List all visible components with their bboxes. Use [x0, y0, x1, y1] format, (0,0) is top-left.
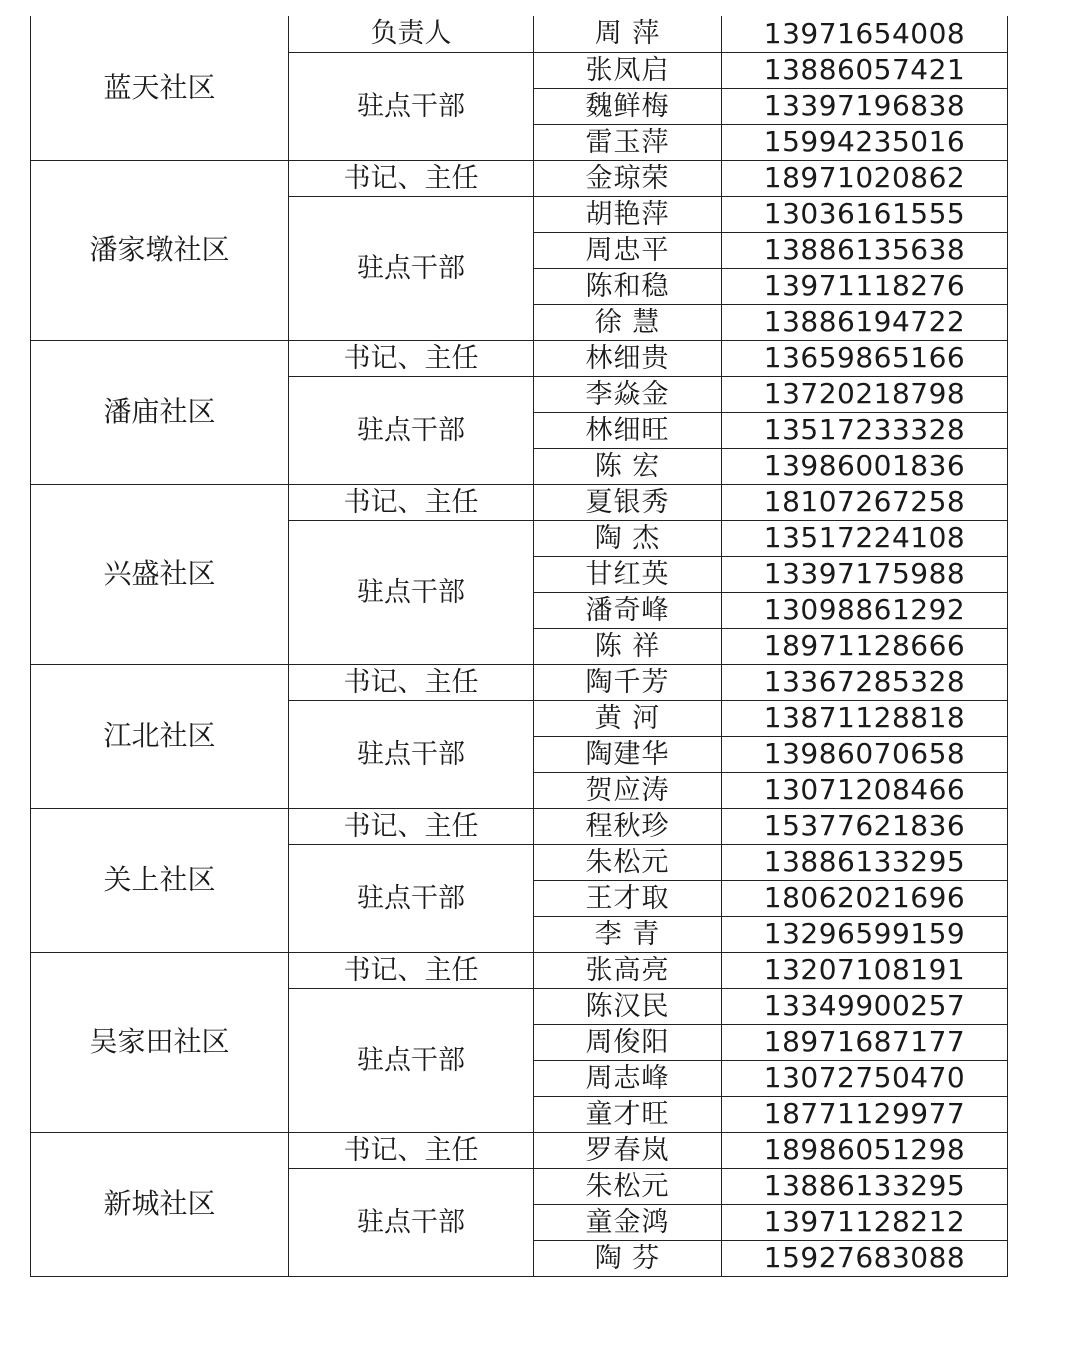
phone-number-cell: 13986001836 [722, 448, 1008, 484]
person-name-cell: 黄 河 [534, 700, 722, 736]
person-name-cell: 周 萍 [534, 16, 722, 52]
person-name-cell: 周忠平 [534, 232, 722, 268]
person-name-cell: 金琼荣 [534, 160, 722, 196]
role-cell: 驻点干部 [289, 700, 534, 808]
person-name-cell: 张高亮 [534, 952, 722, 988]
phone-number-cell: 13971654008 [722, 16, 1008, 52]
phone-number-cell: 13517233328 [722, 412, 1008, 448]
phone-number-cell: 18062021696 [722, 880, 1008, 916]
phone-number-cell: 13886133295 [722, 844, 1008, 880]
phone-number-cell: 13296599159 [722, 916, 1008, 952]
phone-number-cell: 13072750470 [722, 1060, 1008, 1096]
phone-number-cell: 15927683088 [722, 1240, 1008, 1276]
role-cell: 书记、主任 [289, 952, 534, 988]
phone-number-cell: 15377621836 [722, 808, 1008, 844]
phone-number-cell: 18971687177 [722, 1024, 1008, 1060]
person-name-cell: 陶千芳 [534, 664, 722, 700]
person-name-cell: 朱松元 [534, 1168, 722, 1204]
person-name-cell: 朱松元 [534, 844, 722, 880]
role-cell: 驻点干部 [289, 196, 534, 340]
person-name-cell: 贺应涛 [534, 772, 722, 808]
person-name-cell: 林细旺 [534, 412, 722, 448]
community-contact-table [30, 16, 1008, 1277]
phone-number-cell: 13397196838 [722, 88, 1008, 124]
person-name-cell: 李 青 [534, 916, 722, 952]
person-name-cell: 周志峰 [534, 1060, 722, 1096]
phone-number-cell: 18986051298 [722, 1132, 1008, 1168]
person-name-cell: 童金鸿 [534, 1204, 722, 1240]
phone-number-cell: 13517224108 [722, 520, 1008, 556]
phone-number-cell: 13071208466 [722, 772, 1008, 808]
community-name-cell: 吴家田社区 [31, 952, 289, 1132]
role-cell: 驻点干部 [289, 1168, 534, 1276]
phone-number-cell: 13971128212 [722, 1204, 1008, 1240]
phone-number-cell: 13397175988 [722, 556, 1008, 592]
person-name-cell: 陈 宏 [534, 448, 722, 484]
person-name-cell: 陶 芬 [534, 1240, 722, 1276]
table-row [31, 808, 1008, 844]
role-cell: 书记、主任 [289, 1132, 534, 1168]
phone-number-cell: 13886135638 [722, 232, 1008, 268]
table-row [31, 340, 1008, 376]
contact-table-body [31, 16, 1008, 1276]
person-name-cell: 陈和稳 [534, 268, 722, 304]
phone-number-cell: 13367285328 [722, 664, 1008, 700]
role-cell: 书记、主任 [289, 664, 534, 700]
phone-number-cell: 13986070658 [722, 736, 1008, 772]
table-row [31, 16, 1008, 52]
person-name-cell: 夏银秀 [534, 484, 722, 520]
person-name-cell: 雷玉萍 [534, 124, 722, 160]
person-name-cell: 甘红英 [534, 556, 722, 592]
phone-number-cell: 18971020862 [722, 160, 1008, 196]
phone-number-cell: 13207108191 [722, 952, 1008, 988]
phone-number-cell: 15994235016 [722, 124, 1008, 160]
role-cell: 书记、主任 [289, 484, 534, 520]
person-name-cell: 李焱金 [534, 376, 722, 412]
phone-number-cell: 13036161555 [722, 196, 1008, 232]
role-cell: 驻点干部 [289, 844, 534, 952]
person-name-cell: 童才旺 [534, 1096, 722, 1132]
community-name-cell: 蓝天社区 [31, 16, 289, 160]
role-cell: 驻点干部 [289, 520, 534, 664]
community-name-cell: 新城社区 [31, 1132, 289, 1276]
phone-number-cell: 13720218798 [722, 376, 1008, 412]
community-name-cell: 兴盛社区 [31, 484, 289, 664]
role-cell: 驻点干部 [289, 376, 534, 484]
phone-number-cell: 13886194722 [722, 304, 1008, 340]
role-cell: 书记、主任 [289, 808, 534, 844]
person-name-cell: 周俊阳 [534, 1024, 722, 1060]
phone-number-cell: 13886133295 [722, 1168, 1008, 1204]
phone-number-cell: 18771129977 [722, 1096, 1008, 1132]
table-row [31, 160, 1008, 196]
community-name-cell: 江北社区 [31, 664, 289, 808]
phone-number-cell: 13659865166 [722, 340, 1008, 376]
person-name-cell: 程秋珍 [534, 808, 722, 844]
role-cell: 书记、主任 [289, 340, 534, 376]
table-row [31, 664, 1008, 700]
person-name-cell: 陶 杰 [534, 520, 722, 556]
person-name-cell: 潘奇峰 [534, 592, 722, 628]
role-cell: 负责人 [289, 16, 534, 52]
person-name-cell: 陶建华 [534, 736, 722, 772]
person-name-cell: 徐 慧 [534, 304, 722, 340]
person-name-cell: 林细贵 [534, 340, 722, 376]
table-row [31, 1132, 1008, 1168]
phone-number-cell: 18971128666 [722, 628, 1008, 664]
person-name-cell: 王才取 [534, 880, 722, 916]
phone-number-cell: 13971118276 [722, 268, 1008, 304]
phone-number-cell: 18107267258 [722, 484, 1008, 520]
phone-number-cell: 13886057421 [722, 52, 1008, 88]
role-cell: 驻点干部 [289, 988, 534, 1132]
phone-number-cell: 13871128818 [722, 700, 1008, 736]
person-name-cell: 魏鲜梅 [534, 88, 722, 124]
role-cell: 驻点干部 [289, 52, 534, 160]
community-name-cell: 关上社区 [31, 808, 289, 952]
person-name-cell: 陈 祥 [534, 628, 722, 664]
role-cell: 书记、主任 [289, 160, 534, 196]
person-name-cell: 胡艳萍 [534, 196, 722, 232]
person-name-cell: 陈汉民 [534, 988, 722, 1024]
person-name-cell: 罗春岚 [534, 1132, 722, 1168]
table-row [31, 484, 1008, 520]
person-name-cell: 张凤启 [534, 52, 722, 88]
community-name-cell: 潘庙社区 [31, 340, 289, 484]
table-row [31, 952, 1008, 988]
phone-number-cell: 13349900257 [722, 988, 1008, 1024]
community-name-cell: 潘家墩社区 [31, 160, 289, 340]
phone-number-cell: 13098861292 [722, 592, 1008, 628]
contact-table-container [30, 16, 1008, 1277]
